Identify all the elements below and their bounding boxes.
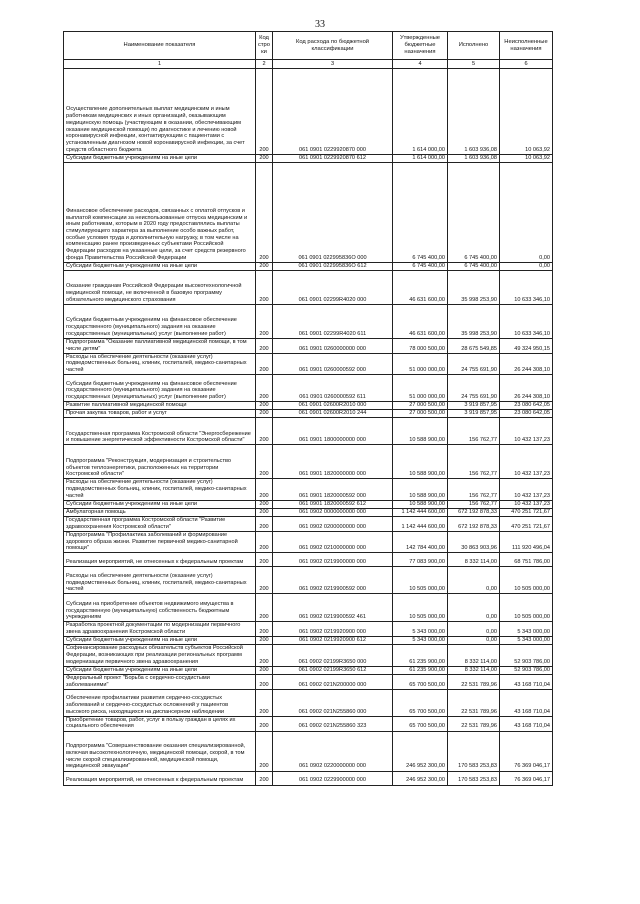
row-line-code: 200 <box>256 500 273 508</box>
row-classification-code: 061 0902 02199R3650 000 <box>273 645 393 667</box>
table-header-row <box>64 32 553 60</box>
table-row <box>64 262 553 270</box>
row-executed-amount: 156 762,77 <box>448 418 500 445</box>
row-approved-amount: 5 343 000,00 <box>393 637 448 645</box>
row-executed-amount: 156 762,77 <box>448 445 500 479</box>
row-approved-amount: 61 235 900,00 <box>393 666 448 674</box>
row-approved-amount: 10 588 900,00 <box>393 418 448 445</box>
row-approved-amount: 65 700 500,00 <box>393 689 448 716</box>
row-approved-amount: 65 700 500,00 <box>393 716 448 731</box>
row-executed-amount: 8 332 114,00 <box>448 666 500 674</box>
row-name: Реализация мероприятий, не отнесенных к федеральным проектам <box>64 553 256 567</box>
row-line-code: 200 <box>256 622 273 637</box>
table-row <box>64 731 553 771</box>
row-name: Софинансирование расходных обязательств субъектов Российской Федерации, возникающих при реализации региональных программ модернизации первичного звена здравоохранения <box>64 645 256 667</box>
header-executed: Исполнено <box>448 32 500 60</box>
row-name: Субсидии бюджетным учреждениям на иные цели <box>64 637 256 645</box>
header-unexecuted: Неисполненные назначения <box>500 32 553 60</box>
column-number: 5 <box>448 60 500 68</box>
row-line-code: 200 <box>256 731 273 771</box>
row-name: Государственная программа Костромской области "Энергосбережение и повышение энергетической эффективности Костромской области" <box>64 418 256 445</box>
row-classification-code: 061 0901 1820000592 612 <box>273 500 393 508</box>
row-unexecuted-amount: 43 168 710,04 <box>500 716 553 731</box>
row-name: Расходы на обеспечение деятельности (оказание услуг) подведомственных больниц, клиник, госпиталей, медико-санитарных частей <box>64 567 256 594</box>
row-name: Подпрограмма "Совершенствование оказания специализированной, включая высокотехнологичную, медицинской помощи, скорой, в том числе скорой специализированной, медицинской помощи, медицинской эвакуации" <box>64 731 256 771</box>
row-name: Прочая закупка товаров, работ и услуг <box>64 410 256 418</box>
row-unexecuted-amount: 5 343 000,00 <box>500 622 553 637</box>
header-approved: Утвержденные бюджетные назначения <box>393 32 448 60</box>
row-line-code: 200 <box>256 338 273 353</box>
row-line-code: 200 <box>256 517 273 532</box>
row-executed-amount: 170 583 253,83 <box>448 771 500 785</box>
row-classification-code: 061 0901 1820000592 000 <box>273 479 393 501</box>
table-row <box>64 622 553 637</box>
row-name: Федеральный проект "Борьба с сердечно-сосудистыми заболеваниями" <box>64 674 256 689</box>
row-name: Субсидии бюджетным учреждениям на иные цели <box>64 262 256 270</box>
row-executed-amount: 672 192 878,33 <box>448 509 500 517</box>
row-approved-amount: 6 745 400,00 <box>393 162 448 262</box>
row-unexecuted-amount: 5 343 000,00 <box>500 637 553 645</box>
table-row <box>64 637 553 645</box>
table-row <box>64 445 553 479</box>
row-classification-code: 061 0902 0219900592 000 <box>273 567 393 594</box>
row-unexecuted-amount: 470 251 721,67 <box>500 509 553 517</box>
table-row <box>64 162 553 262</box>
row-name: Развитие паллиативной медицинской помощи <box>64 402 256 410</box>
row-name: Финансовое обеспечение расходов, связанных с оплатой отпусков и выплатой компенсации за неиспользованные отпуска медицинским и иным работникам, которым в 2020 году предоставлялись выплаты стимулирующего характера за выполнение особо важных работ, особые условия труда и дополнительную нагрузку, в том числе на компенсацию ранее произведенных субъектами Российской Федерации расходов на указанные цели, за счет средств резервного фонда Правительства Российской Федерации <box>64 162 256 262</box>
row-name: Оказание гражданам Российской Федерации высокотехнологичной медицинской помощи, не включенной в базовую программу обязательного медицинского страхования <box>64 270 256 304</box>
table-row <box>64 304 553 338</box>
row-name: Подпрограмма "Оказание паллиативной медицинской помощи, в том числе детям" <box>64 338 256 353</box>
column-number: 4 <box>393 60 448 68</box>
row-classification-code: 061 0902 0210000000 000 <box>273 531 393 553</box>
header-code: Код строки <box>256 32 273 60</box>
row-name: Субсидии бюджетным учреждениям на иные цели <box>64 154 256 162</box>
row-classification-code: 061 0901 02600R2010 000 <box>273 402 393 410</box>
row-name: Субсидии бюджетным учреждениям на финансовое обеспечение государственного (муниципального) задания на оказание государственных (муниципальных) услуг (выполнение работ) <box>64 304 256 338</box>
row-classification-code: 061 0901 0260000000 000 <box>273 338 393 353</box>
budget-execution-table <box>63 31 553 786</box>
table-row <box>64 689 553 716</box>
row-executed-amount: 3 919 857,95 <box>448 410 500 418</box>
row-approved-amount: 10 505 000,00 <box>393 594 448 622</box>
column-number-row <box>64 60 553 68</box>
table-row <box>64 716 553 731</box>
row-unexecuted-amount: 23 080 642,05 <box>500 410 553 418</box>
row-classification-code: 061 0901 022995836О 000 <box>273 162 393 262</box>
row-executed-amount: 0,00 <box>448 622 500 637</box>
row-unexecuted-amount: 76 369 046,17 <box>500 731 553 771</box>
row-executed-amount: 0,00 <box>448 637 500 645</box>
row-classification-code: 061 0901 0260000592 611 <box>273 375 393 402</box>
table-row <box>64 338 553 353</box>
row-line-code: 200 <box>256 479 273 501</box>
table-row <box>64 645 553 667</box>
row-unexecuted-amount: 10 633 346,10 <box>500 270 553 304</box>
row-approved-amount: 65 700 500,00 <box>393 674 448 689</box>
row-classification-code: 061 0901 0260000592 000 <box>273 353 393 375</box>
row-line-code: 200 <box>256 402 273 410</box>
row-unexecuted-amount: 10 063,92 <box>500 154 553 162</box>
row-executed-amount: 24 755 691,90 <box>448 375 500 402</box>
row-classification-code: 061 0902 0219900000 000 <box>273 553 393 567</box>
row-unexecuted-amount: 10 505 000,00 <box>500 594 553 622</box>
row-executed-amount: 6 745 400,00 <box>448 262 500 270</box>
row-line-code: 200 <box>256 637 273 645</box>
row-unexecuted-amount: 49 324 950,15 <box>500 338 553 353</box>
row-line-code: 200 <box>256 375 273 402</box>
row-approved-amount: 27 000 500,00 <box>393 402 448 410</box>
row-classification-code: 061 0902 0200000000 000 <box>273 517 393 532</box>
row-executed-amount: 156 762,77 <box>448 500 500 508</box>
row-approved-amount: 77 083 900,00 <box>393 553 448 567</box>
row-classification-code: 061 0902 021N200000 000 <box>273 674 393 689</box>
column-number: 6 <box>500 60 553 68</box>
row-approved-amount: 5 343 000,00 <box>393 622 448 637</box>
row-approved-amount: 1 142 444 600,00 <box>393 509 448 517</box>
row-approved-amount: 46 631 600,00 <box>393 270 448 304</box>
row-executed-amount: 30 863 903,96 <box>448 531 500 553</box>
row-name: Субсидии на приобретение объектов недвижимого имущества в государственную (муниципальную) собственность бюджетным учреждениям <box>64 594 256 622</box>
row-classification-code: 061 0902 0219900592 461 <box>273 594 393 622</box>
row-approved-amount: 1 614 000,00 <box>393 68 448 154</box>
row-approved-amount: 246 952 300,00 <box>393 771 448 785</box>
row-approved-amount: 10 588 900,00 <box>393 500 448 508</box>
table-row <box>64 531 553 553</box>
row-executed-amount: 24 755 691,90 <box>448 353 500 375</box>
row-approved-amount: 142 784 400,00 <box>393 531 448 553</box>
table-row <box>64 479 553 501</box>
row-approved-amount: 27 000 500,00 <box>393 410 448 418</box>
row-unexecuted-amount: 26 244 308,10 <box>500 353 553 375</box>
row-unexecuted-amount: 43 168 710,04 <box>500 689 553 716</box>
row-unexecuted-amount: 26 244 308,10 <box>500 375 553 402</box>
row-classification-code: 061 0902 021N255860 323 <box>273 716 393 731</box>
table-row <box>64 771 553 785</box>
row-line-code: 200 <box>256 553 273 567</box>
row-executed-amount: 1 603 936,08 <box>448 68 500 154</box>
row-approved-amount: 246 952 300,00 <box>393 731 448 771</box>
row-approved-amount: 51 000 000,00 <box>393 353 448 375</box>
row-line-code: 200 <box>256 716 273 731</box>
row-classification-code: 061 0902 0219920900 612 <box>273 637 393 645</box>
row-line-code: 200 <box>256 689 273 716</box>
row-approved-amount: 61 235 900,00 <box>393 645 448 667</box>
row-unexecuted-amount: 52 903 786,00 <box>500 666 553 674</box>
row-classification-code: 061 0902 02199R3650 612 <box>273 666 393 674</box>
column-number: 2 <box>256 60 273 68</box>
table-row <box>64 418 553 445</box>
row-approved-amount: 6 745 400,00 <box>393 262 448 270</box>
row-executed-amount: 35 998 253,90 <box>448 304 500 338</box>
row-unexecuted-amount: 43 168 710,04 <box>500 674 553 689</box>
row-executed-amount: 22 531 789,96 <box>448 689 500 716</box>
row-approved-amount: 10 588 900,00 <box>393 445 448 479</box>
row-name: Субсидии бюджетным учреждениям на иные цели <box>64 500 256 508</box>
row-name: Реализация мероприятий, не отнесенных к федеральным проектам <box>64 771 256 785</box>
row-name: Осуществление дополнительных выплат медицинским и иным работникам медицинских и иных организаций, оказывающим медицинскую помощь (участвующим в оказании, обеспечивающим оказание медицинской помощи) по диагностике и лечению новой коронавирусной инфекции, контактирующим с пациентами с установленным диагнозом новой коронавирусной инфекции, за счет средств областного бюджета <box>64 68 256 154</box>
row-line-code: 200 <box>256 304 273 338</box>
row-approved-amount: 1 142 444 600,00 <box>393 517 448 532</box>
row-unexecuted-amount: 52 903 786,00 <box>500 645 553 667</box>
row-executed-amount: 0,00 <box>448 567 500 594</box>
row-line-code: 200 <box>256 509 273 517</box>
row-approved-amount: 78 000 500,00 <box>393 338 448 353</box>
row-name: Разработка проектной документации по модернизации первичного звена здравоохранения Костромской области <box>64 622 256 637</box>
header-classification: Код расхода по бюджетной классификации <box>273 32 393 60</box>
row-name: Подпрограмма "Профилактика заболеваний и формирование здорового образа жизни. Развитие первичной медико-санитарной помощи" <box>64 531 256 553</box>
row-unexecuted-amount: 10 432 137,23 <box>500 500 553 508</box>
row-line-code: 200 <box>256 162 273 262</box>
row-approved-amount: 46 631 600,00 <box>393 304 448 338</box>
row-name: Государственная программа Костромской области "Развитие здравоохранения Костромской области" <box>64 517 256 532</box>
row-line-code: 200 <box>256 674 273 689</box>
row-name: Субсидии бюджетным учреждениям на иные цели <box>64 666 256 674</box>
row-unexecuted-amount: 10 505 000,00 <box>500 567 553 594</box>
column-number: 3 <box>273 60 393 68</box>
row-unexecuted-amount: 470 251 721,67 <box>500 517 553 532</box>
row-executed-amount: 22 531 789,96 <box>448 674 500 689</box>
table-row <box>64 674 553 689</box>
table-row <box>64 353 553 375</box>
row-unexecuted-amount: 10 063,92 <box>500 68 553 154</box>
row-executed-amount: 0,00 <box>448 594 500 622</box>
row-line-code: 200 <box>256 666 273 674</box>
row-executed-amount: 1 603 936,08 <box>448 154 500 162</box>
row-executed-amount: 35 998 253,90 <box>448 270 500 304</box>
row-classification-code: 061 0902 0219920900 000 <box>273 622 393 637</box>
column-number: 1 <box>64 60 256 68</box>
row-line-code: 200 <box>256 645 273 667</box>
row-line-code: 200 <box>256 531 273 553</box>
row-executed-amount: 8 332 114,00 <box>448 645 500 667</box>
table-row <box>64 553 553 567</box>
row-classification-code: 061 0901 0229920870 612 <box>273 154 393 162</box>
row-classification-code: 061 0901 02600R2010 244 <box>273 410 393 418</box>
row-line-code: 200 <box>256 262 273 270</box>
row-classification-code: 061 0902 021N255860 000 <box>273 689 393 716</box>
table-row <box>64 270 553 304</box>
table-row <box>64 68 553 154</box>
row-unexecuted-amount: 10 432 137,23 <box>500 479 553 501</box>
row-executed-amount: 28 675 549,85 <box>448 338 500 353</box>
row-line-code: 200 <box>256 68 273 154</box>
row-executed-amount: 156 762,77 <box>448 479 500 501</box>
row-executed-amount: 170 583 253,83 <box>448 731 500 771</box>
row-line-code: 200 <box>256 353 273 375</box>
row-classification-code: 061 0901 1800000000 000 <box>273 418 393 445</box>
row-approved-amount: 10 505 000,00 <box>393 567 448 594</box>
row-classification-code: 061 0902 0000000000 000 <box>273 509 393 517</box>
table-row <box>64 375 553 402</box>
row-executed-amount: 8 332 114,00 <box>448 553 500 567</box>
row-name: Обеспечение профилактики развития сердечно-сосудистых заболеваний и сердечно-сосудистых осложнений у пациентов высокого риска, находящихся на диспансерном наблюдении <box>64 689 256 716</box>
table-row <box>64 666 553 674</box>
header-name: Наименование показателя <box>64 32 256 60</box>
row-name: Амбулаторная помощь <box>64 509 256 517</box>
table-row <box>64 517 553 532</box>
row-classification-code: 061 0901 02299R4020 611 <box>273 304 393 338</box>
row-line-code: 200 <box>256 410 273 418</box>
row-unexecuted-amount: 111 920 496,04 <box>500 531 553 553</box>
row-executed-amount: 672 192 878,33 <box>448 517 500 532</box>
row-line-code: 200 <box>256 567 273 594</box>
row-line-code: 200 <box>256 418 273 445</box>
table-row <box>64 567 553 594</box>
table-row <box>64 500 553 508</box>
row-unexecuted-amount: 23 080 642,05 <box>500 402 553 410</box>
row-line-code: 200 <box>256 771 273 785</box>
row-name: Подпрограмма "Реконструкция, модернизация и строительство объектов теплоэнергетики, расположенных на территории Костромской области" <box>64 445 256 479</box>
row-name: Субсидии бюджетным учреждениям на финансовое обеспечение государственного (муниципального) задания на оказание государственных (муниципальных) услуг (выполнение работ) <box>64 375 256 402</box>
row-classification-code: 061 0901 022995836О 612 <box>273 262 393 270</box>
row-executed-amount: 22 531 789,96 <box>448 716 500 731</box>
row-name: Приобретение товаров, работ, услуг в пользу граждан в целях их социального обеспечения <box>64 716 256 731</box>
row-name: Расходы на обеспечение деятельности (оказание услуг) подведомственных больниц, клиник, госпиталей, медико-санитарных частей <box>64 353 256 375</box>
row-unexecuted-amount: 10 432 137,23 <box>500 418 553 445</box>
row-classification-code: 061 0902 0229900000 000 <box>273 771 393 785</box>
row-approved-amount: 1 614 000,00 <box>393 154 448 162</box>
table-row <box>64 410 553 418</box>
table-row <box>64 594 553 622</box>
table-row <box>64 154 553 162</box>
row-classification-code: 061 0902 0220000000 000 <box>273 731 393 771</box>
row-line-code: 200 <box>256 154 273 162</box>
row-unexecuted-amount: 10 633 346,10 <box>500 304 553 338</box>
row-unexecuted-amount: 76 369 046,17 <box>500 771 553 785</box>
table-row <box>64 509 553 517</box>
row-line-code: 200 <box>256 445 273 479</box>
row-classification-code: 061 0901 02299R4020 000 <box>273 270 393 304</box>
row-executed-amount: 6 745 400,00 <box>448 162 500 262</box>
row-classification-code: 061 0901 1820000000 000 <box>273 445 393 479</box>
table-row <box>64 402 553 410</box>
row-line-code: 200 <box>256 594 273 622</box>
row-unexecuted-amount: 0,00 <box>500 162 553 262</box>
row-executed-amount: 3 919 857,95 <box>448 402 500 410</box>
row-approved-amount: 51 000 000,00 <box>393 375 448 402</box>
row-approved-amount: 10 588 900,00 <box>393 479 448 501</box>
row-unexecuted-amount: 68 751 786,00 <box>500 553 553 567</box>
row-name: Расходы на обеспечение деятельности (оказание услуг) подведомственных больниц, клиник, госпиталей, медико-санитарных частей <box>64 479 256 501</box>
row-line-code: 200 <box>256 270 273 304</box>
row-unexecuted-amount: 10 432 137,23 <box>500 445 553 479</box>
page-number: 33 <box>315 19 325 30</box>
row-classification-code: 061 0901 0229920870 000 <box>273 68 393 154</box>
row-unexecuted-amount: 0,00 <box>500 262 553 270</box>
